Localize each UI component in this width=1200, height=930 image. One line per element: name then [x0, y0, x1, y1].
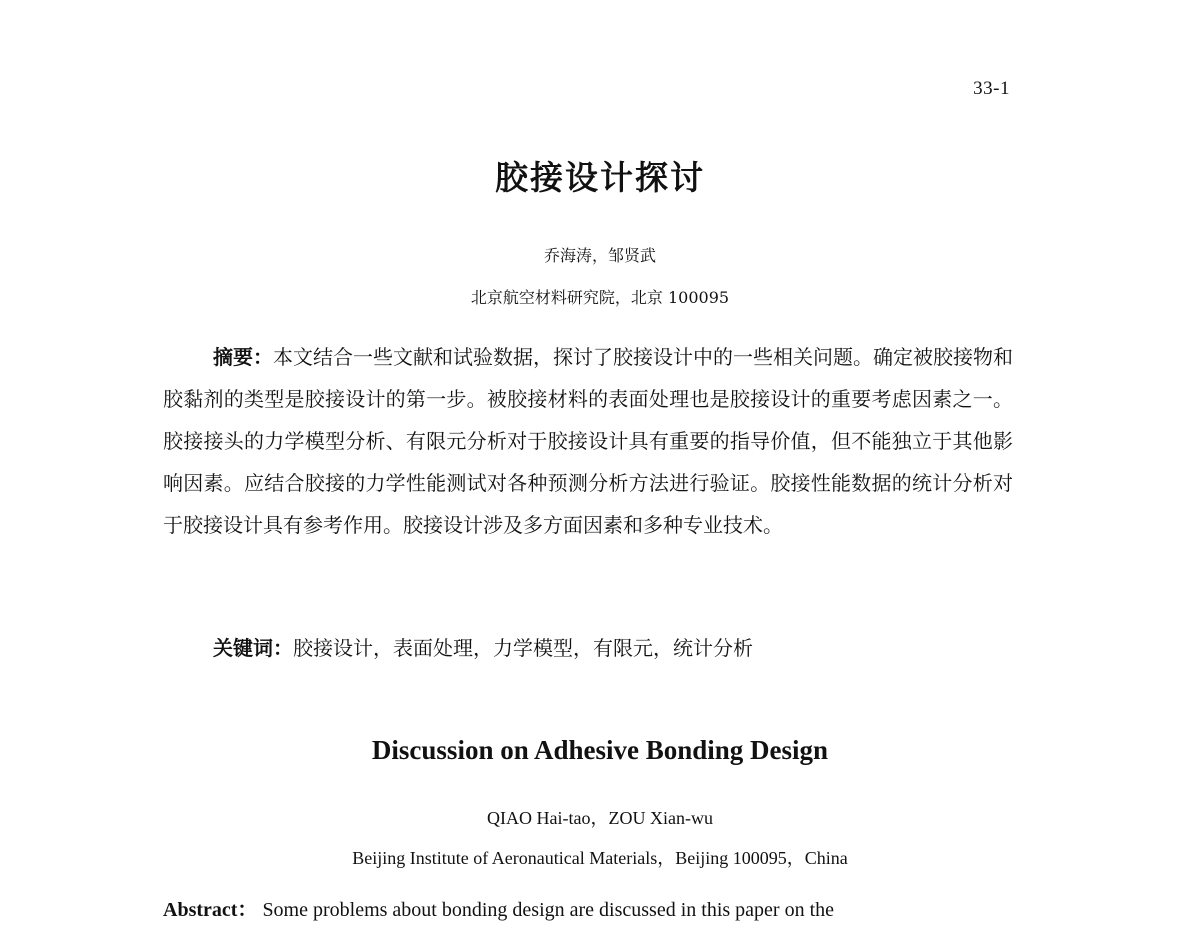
abstract-chinese	[163, 336, 1013, 546]
authors-english: QIAO Hai-tao，ZOU Xian-wu	[487, 808, 713, 828]
abstract-english-label: Abstract：	[163, 899, 258, 921]
keywords-chinese-label: 关键词：	[213, 636, 293, 660]
title-english: Discussion on Adhesive Bonding Design	[371, 735, 829, 765]
abstract-chinese-text: 本文结合一些文献和试验数据，探讨了胶接设计中的一些相关问题。确定被胶接物和胶黏剂的类型是胶接设计的第一步。被胶接材料的表面处理也是胶接设计的重要考虑因素之一。胶接接头的力学模型分析、有限元分析对于胶接设计具有重要的指导价值，但不能独立于其他影响因素。应结合胶接的力学性能测试对各种预测分析方法进行验证。胶接性能数据的统计分析对于胶接设计具有参考作用。胶接设计涉及多方面因素和多种专业技术。	[163, 345, 1013, 537]
abstract-chinese-label: 摘要：	[213, 345, 273, 369]
affiliation-chinese: 北京航空材料研究院，北京 100095	[470, 288, 730, 307]
affiliation-english: Beijing Institute of Aeronautical Materials，Beijing 100095，China	[352, 848, 848, 868]
abstract-english	[163, 890, 1013, 930]
keywords-chinese	[213, 628, 1013, 668]
title-chinese: 胶接设计探讨	[495, 158, 705, 197]
abstract-english-text: Some problems about bonding design are discussed in this paper on the	[262, 899, 835, 921]
keywords-chinese-text: 胶接设计，表面处理，力学模型，有限元，统计分析	[293, 636, 753, 660]
authors-chinese: 乔海涛，邹贤武	[543, 246, 656, 265]
page-number: 33-1	[973, 78, 1010, 99]
